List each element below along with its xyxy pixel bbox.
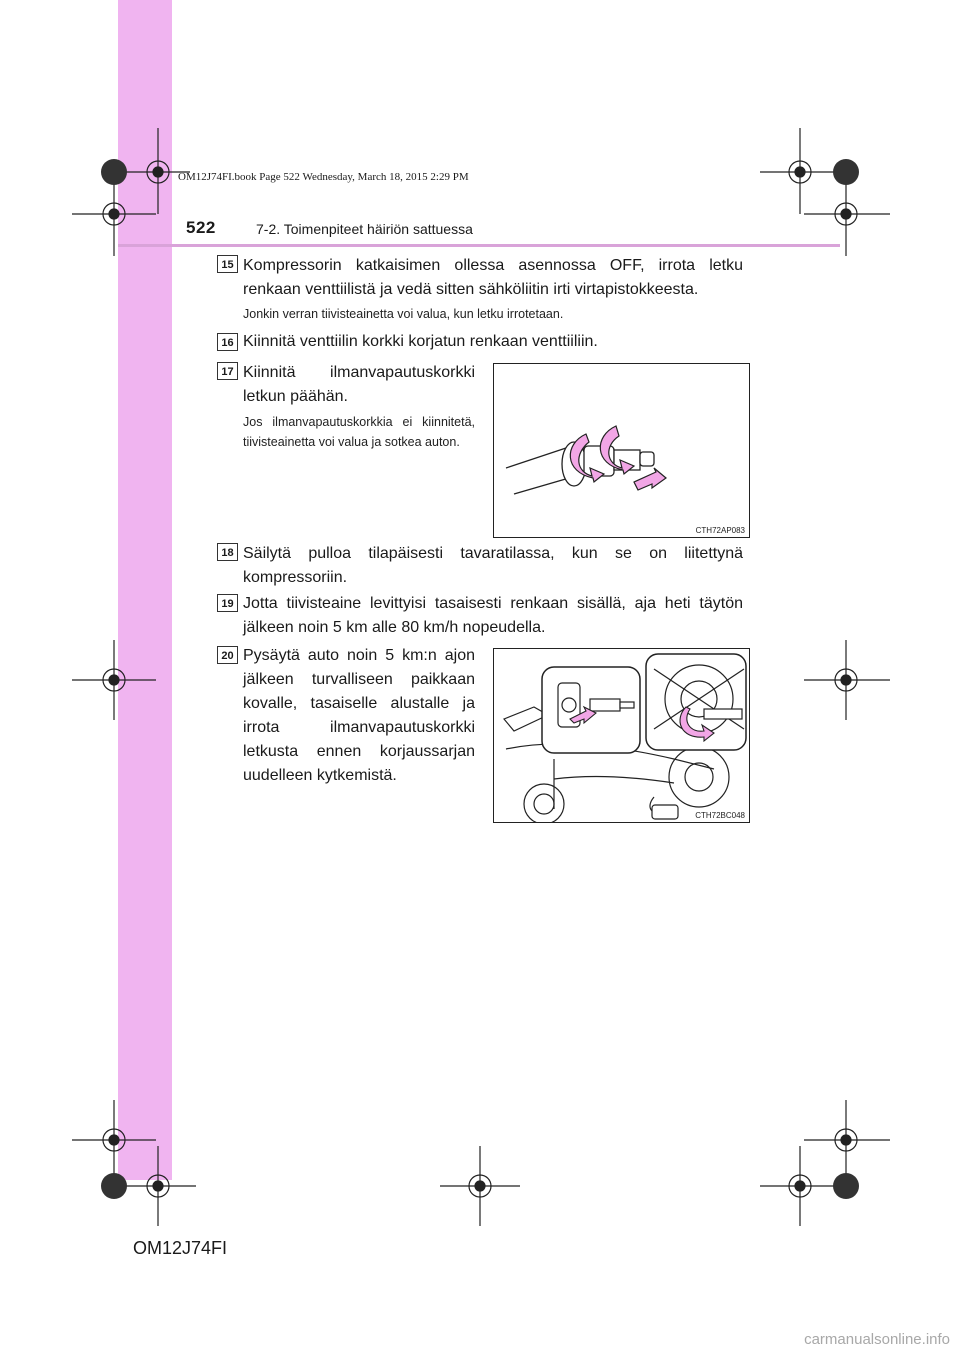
step-17-note: Jos ilmanvapautuskorkkia ei kiinnitetä, tiivisteainetta voi valua ja sotkea auton. (243, 415, 475, 449)
step-badge-16: 16 (217, 333, 238, 351)
step-17-text: Kiinnitä ilmanvapautuskorkki letkun päähän. (243, 364, 475, 405)
watermark: carmanualsonline.info (804, 1331, 950, 1348)
footer-code: OM12J74FI (133, 1238, 228, 1258)
page-number: 522 (186, 218, 216, 237)
step-badge-18: 18 (217, 543, 238, 561)
step-badge-17: 17 (217, 362, 238, 380)
print-info: OM12J74FI.book Page 522 Wednesday, March 18, 2015 2:29 PM (178, 171, 469, 183)
step-badge-19: 19 (217, 594, 238, 612)
step-20-text: Pysäytä auto noin 5 km:n ajon jälkeen turvalliseen paikkaan kovalle, tasaiselle alustalle ja irrota ilmanvapautuskorkki letkusta ennen korjaussarjan uudelleen kytkemistä. (243, 647, 475, 784)
figure-hose-cap (493, 363, 750, 538)
figure-car-kit (493, 648, 750, 823)
step-badge-20: 20 (217, 646, 238, 664)
header-divider (118, 244, 840, 247)
figure-code: CTH72BC048 (695, 811, 745, 820)
hose-cap-illustration (494, 364, 750, 538)
car-kit-illustration (494, 649, 750, 823)
section-title: 7-2. Toimenpiteet häiriön sattuessa (256, 221, 473, 237)
figure-code: CTH72AP083 (695, 526, 745, 535)
step-badge-15: 15 (217, 255, 238, 273)
step-15-note: Jonkin verran tiivisteainetta voi valua, kun letku irrotetaan. (243, 307, 564, 321)
step-18-text: Säilytä pulloa tilapäisesti tavaratilassa, kun se on liitettynä kompressoriin. (243, 545, 743, 586)
step-15-text: Kompressorin katkaisimen ollessa asennossa OFF, irrota letku renkaan venttiilistä ja vedä sitten sähköliitin irti virtapistokkeesta. (243, 257, 743, 298)
step-19-text: Jotta tiivisteaine levittyisi tasaisesti renkaan sisällä, aja heti täytön jälkeen noin 5 km alle 80 km/h nopeudella. (243, 595, 743, 636)
step-16-text: Kiinnitä venttiilin korkki korjatun renkaan venttiiliin. (243, 333, 598, 350)
